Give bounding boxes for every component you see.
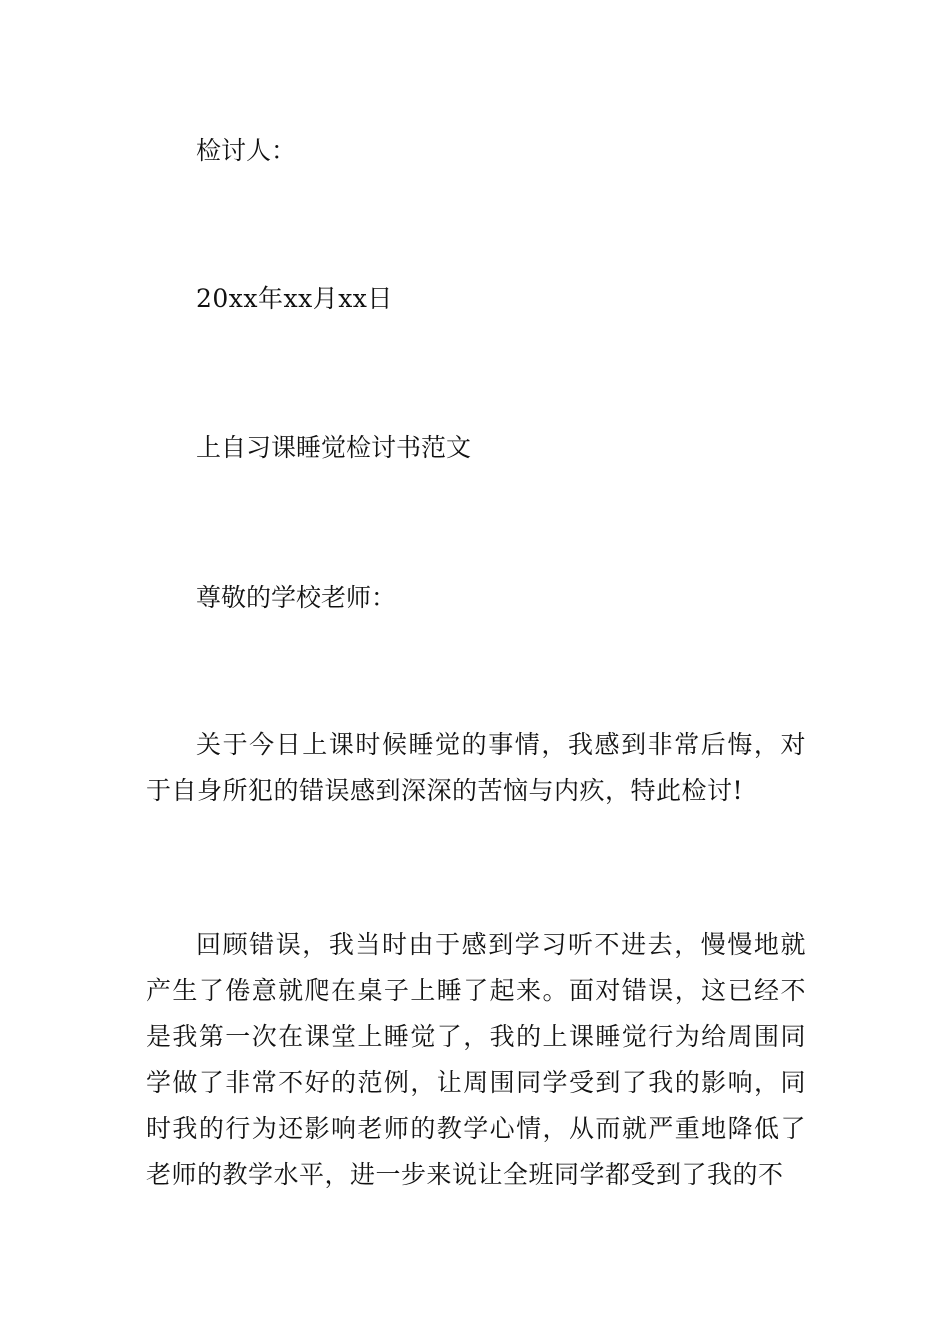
- salutation: 尊敬的学校老师：: [196, 583, 397, 612]
- paragraph: 关于今日上课时候睡觉的事情，我感到非常后悔，对于自身所犯的错误感到深深的苦恼与内疚，特此检讨!: [146, 730, 806, 805]
- date-line: 20xx年xx月xx日: [196, 284, 393, 313]
- document-title: 上自习课睡觉检讨书范文: [196, 433, 472, 462]
- paragraph: 回顾错误，我当时由于感到学习听不进去，慢慢地就产生了倦意就爬在桌子上睡了起来。面对错误，这已经不是我第一次在课堂上睡觉了，我的上课睡觉行为给周围同学做了非常不好的范例，让周围同学受到了我的影响，同时我的行为还影响老师的教学心情，从而就严重地降低了老师的教学水平，进一步来说让全班同学都受到了我的不: [146, 930, 806, 1189]
- signer-label: 检讨人：: [196, 136, 297, 165]
